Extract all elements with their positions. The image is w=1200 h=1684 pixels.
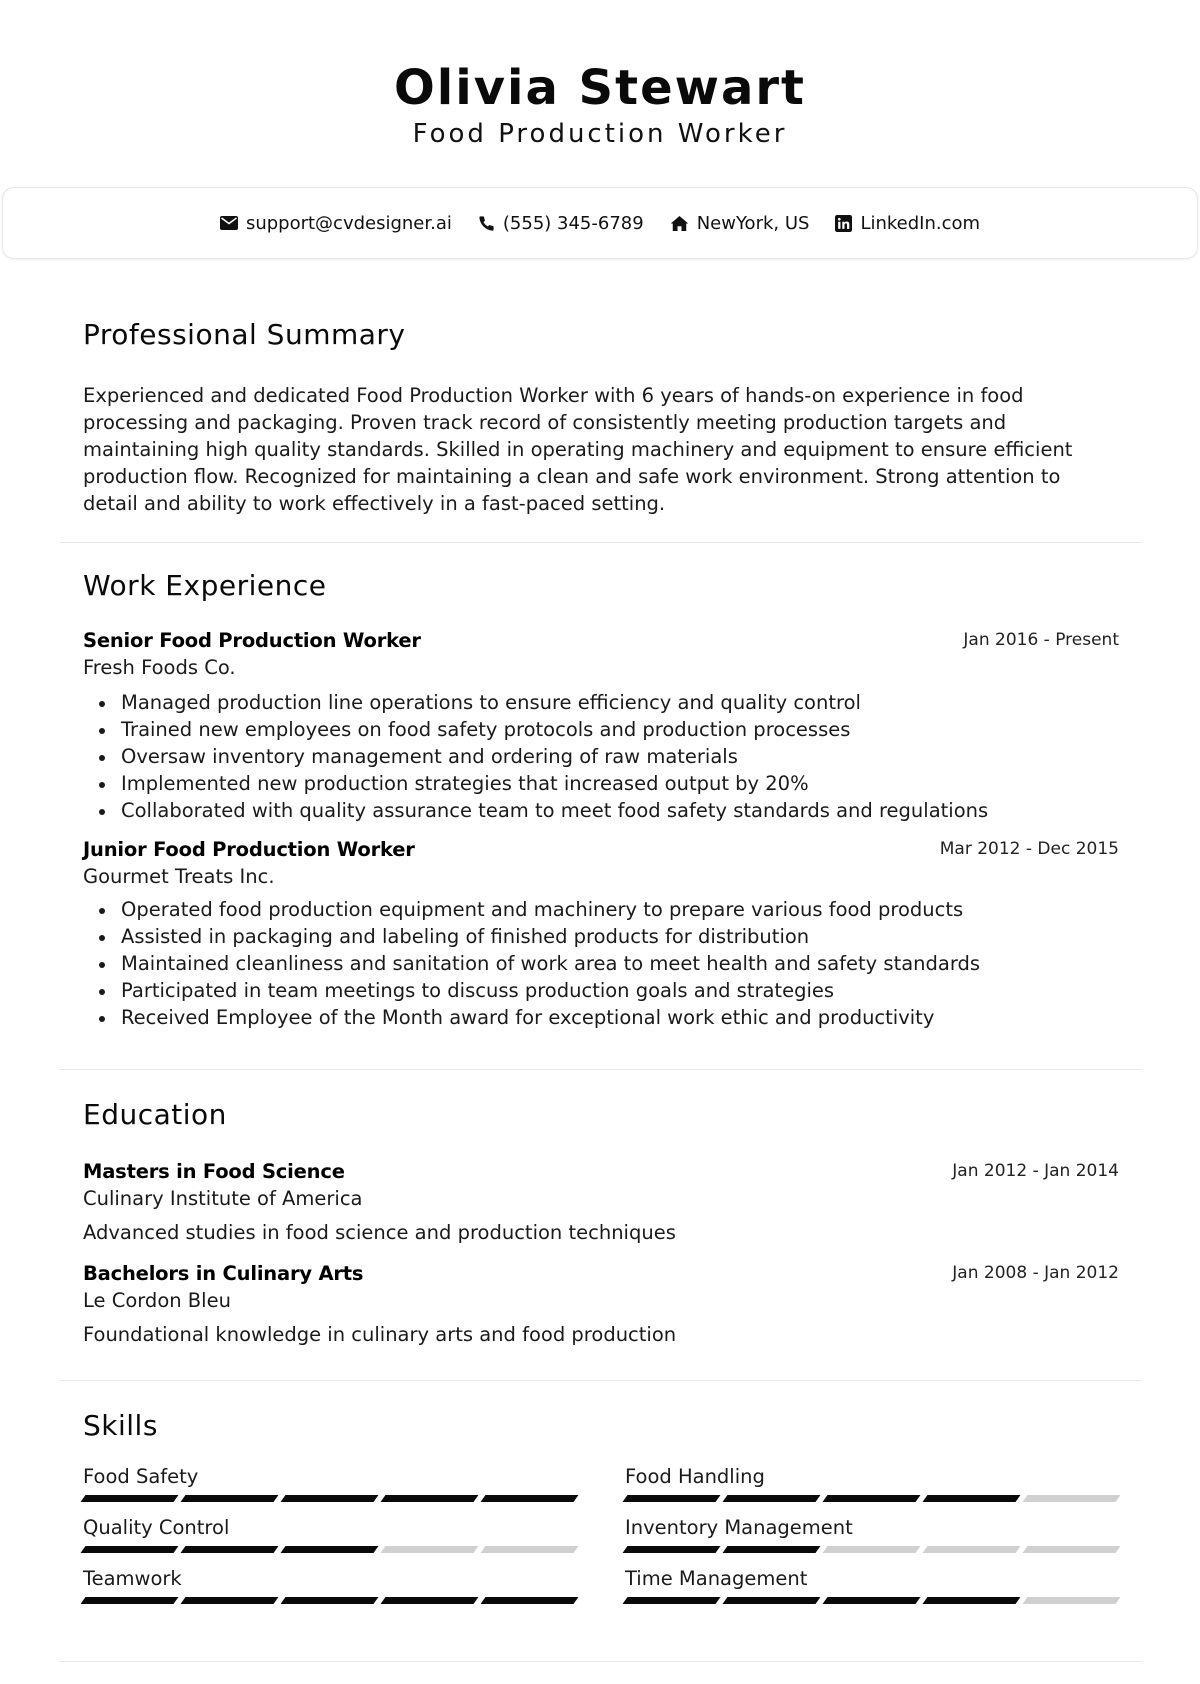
job-title: Food Production Worker [412,119,788,149]
skill-segment-empty [481,1546,579,1553]
skill-name: Quality Control [83,1516,230,1539]
list-item: Managed production line operations to ensure efficiency and quality control [97,689,1119,716]
education-entry [83,1159,1119,1246]
skill-name: Teamwork [83,1567,182,1590]
skills-section [60,1409,1142,1662]
contact-linkedin[interactable] [835,213,980,234]
skill-segment-filled [923,1495,1021,1502]
skill-level-bar [625,1495,1118,1502]
job-title-2: Junior Food Production Worker [83,838,415,861]
skill-level-bar [83,1597,576,1604]
job-entry [83,628,1119,824]
skill-level-bar [83,1495,576,1502]
job-date-1: Jan 2016 - Present [963,630,1119,650]
skill-segment-filled [81,1597,179,1604]
list-item: Operated food production equipment and machinery to prepare various food products [97,896,1119,923]
skill-segment-filled [623,1597,721,1604]
linkedin-icon [835,215,852,232]
list-item: Participated in team meetings to discuss production goals and strategies [97,977,1119,1004]
experience-section [60,569,1142,1070]
envelope-icon [220,216,238,230]
education-entry [83,1261,1119,1348]
location-text: NewYork, US [696,212,810,234]
skill-segment-filled [723,1546,821,1553]
skill-segment-empty [1023,1546,1121,1553]
education-date-2: Jan 2008 - Jan 2012 [952,1263,1119,1283]
skill-segment-filled [181,1597,279,1604]
skill-segment-filled [81,1546,179,1553]
list-item: Received Employee of the Month award for exceptional work ethic and productivity [97,1004,1119,1031]
contact-location [670,213,810,234]
contact-phone[interactable] [478,213,644,234]
job-bullets-2 [83,896,1119,1031]
job-title-1: Senior Food Production Worker [83,629,421,652]
skill-segment-empty [381,1546,479,1553]
skill-name: Inventory Management [625,1516,853,1539]
skill-item [625,1464,1118,1502]
skill-segment-empty [823,1546,921,1553]
skill-segment-filled [481,1495,579,1502]
skill-segment-empty [923,1546,1021,1553]
contact-bar [2,187,1198,259]
phone-icon [478,215,495,232]
job-company-1: Fresh Foods Co. [83,656,236,679]
job-bullets-1 [83,689,1119,824]
phone-text: (555) 345-6789 [502,212,644,234]
experience-heading: Work Experience [83,569,327,602]
linkedin-text: LinkedIn.com [860,212,981,234]
skill-segment-filled [181,1546,279,1553]
job-date-2: Mar 2012 - Dec 2015 [939,839,1119,859]
skill-segment-filled [823,1597,921,1604]
list-item: Implemented new production strategies that increased output by 20% [97,770,1119,797]
education-section [60,1098,1142,1381]
skill-segment-filled [281,1597,379,1604]
list-item: Oversaw inventory management and ordering of raw materials [97,743,1119,770]
skill-level-bar [625,1546,1118,1553]
skill-segment-filled [81,1495,179,1502]
candidate-name: Olivia Stewart [394,60,806,116]
contact-email[interactable] [220,213,452,234]
skill-segment-filled [923,1597,1021,1604]
skill-segment-filled [281,1546,379,1553]
summary-heading: Professional Summary [83,318,406,351]
skill-segment-filled [481,1597,579,1604]
skill-level-bar [83,1546,576,1553]
skill-segment-filled [281,1495,379,1502]
job-entry [83,837,1119,1031]
list-item: Collaborated with quality assurance team to meet food safety standards and regulations [97,797,1119,824]
home-icon [670,215,689,232]
skills-heading: Skills [83,1409,158,1442]
education-desc-2: Foundational knowledge in culinary arts and food production [83,1323,677,1346]
skills-grid [83,1464,1119,1604]
degree-2: Bachelors in Culinary Arts [83,1262,364,1285]
skill-segment-filled [623,1546,721,1553]
skill-segment-filled [823,1495,921,1502]
skill-item [625,1566,1118,1604]
education-date-1: Jan 2012 - Jan 2014 [952,1161,1119,1181]
skill-name: Food Handling [625,1465,765,1488]
education-desc-1: Advanced studies in food science and production techniques [83,1221,676,1244]
skill-item [83,1566,576,1604]
job-company-2: Gourmet Treats Inc. [83,865,275,888]
skill-item [83,1515,576,1553]
resume-header [0,58,1200,150]
skill-segment-filled [723,1495,821,1502]
skill-level-bar [625,1597,1118,1604]
skill-segment-empty [1023,1495,1121,1502]
school-2: Le Cordon Bleu [83,1289,231,1312]
list-item: Trained new employees on food safety protocols and production processes [97,716,1119,743]
school-1: Culinary Institute of America [83,1187,363,1210]
skill-item [625,1515,1118,1553]
skill-name: Food Safety [83,1465,199,1488]
skill-segment-filled [623,1495,721,1502]
skill-item [83,1464,576,1502]
skill-name: Time Management [625,1567,808,1590]
email-text: support@cvdesigner.ai [245,212,452,234]
list-item: Maintained cleanliness and sanitation of work area to meet health and safety standards [97,950,1119,977]
skill-segment-filled [181,1495,279,1502]
skill-segment-filled [723,1597,821,1604]
list-item: Assisted in packaging and labeling of finished products for distribution [97,923,1119,950]
degree-1: Masters in Food Science [83,1160,345,1183]
summary-section [60,318,1142,543]
education-heading: Education [83,1098,227,1131]
skill-segment-filled [381,1597,479,1604]
skill-segment-empty [1023,1597,1121,1604]
summary-text: Experienced and dedicated Food Production Worker with 6 years of hands-on experience in food processing and packaging. Proven track record of consistently meeting production targets and maintaining high quality standards. Skilled in operating machinery and equipment to ensure efficient production flow. Recognized for maintaining a clean and safe work environment. Strong attention to detail and ability to work effectively in a fast-paced setting. [83,384,1073,515]
skill-segment-filled [381,1495,479,1502]
